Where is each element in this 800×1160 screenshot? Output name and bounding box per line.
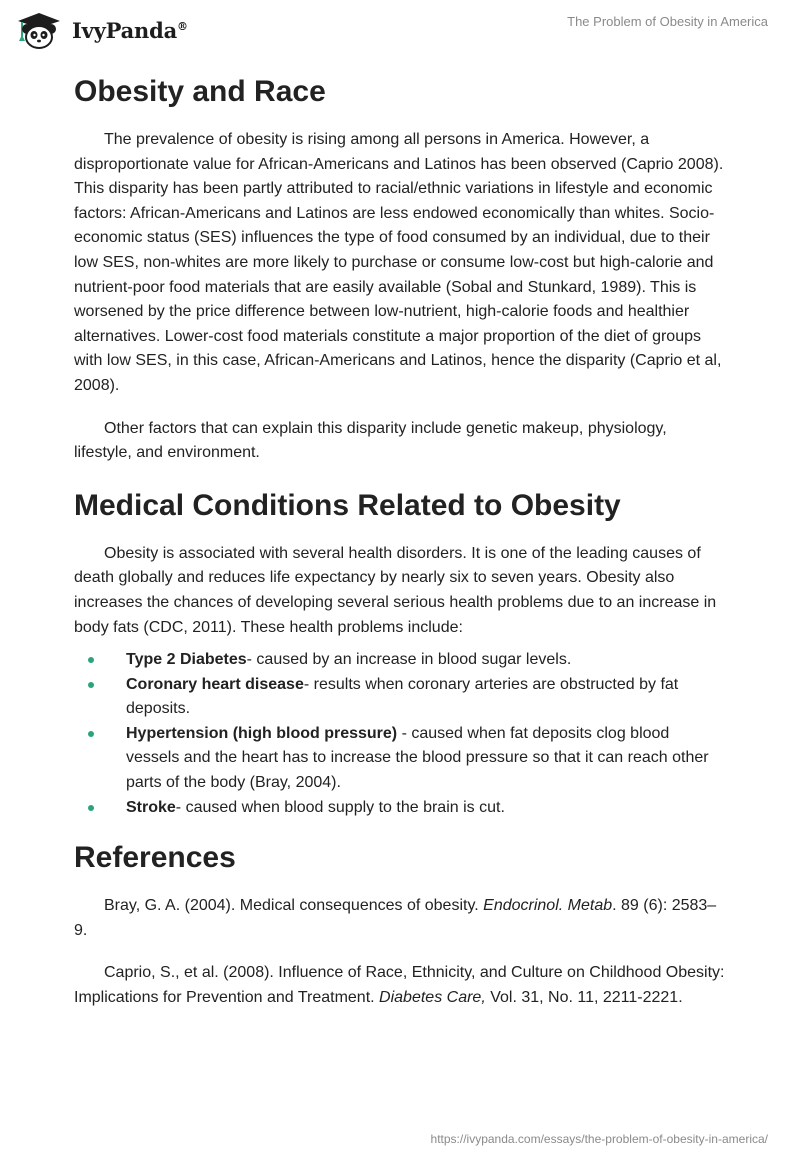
heading-obesity-and-race: Obesity and Race <box>74 75 326 108</box>
document-title: The Problem of Obesity in America <box>567 14 768 29</box>
health-problems-list <box>74 648 726 820</box>
bullet-icon <box>88 731 94 737</box>
list-item: Stroke- caused when blood supply to the brain is cut. <box>74 796 726 821</box>
paragraph-medical-1: Obesity is associated with several health disorders. It is one of the leading causes of death globally and reduces life expectancy by nearly six to seven years. Obesity also increases the chances of developing several serious health problems due to an increase in body fats (CDC, 2011). These health problems include: <box>74 544 717 636</box>
bullet-icon <box>88 682 94 688</box>
bullet-icon <box>88 805 94 811</box>
brand-name: IvyPanda® <box>72 17 188 43</box>
reference-caprio: Caprio, S., et al. (2008). Influence of Race, Ethnicity, and Culture on Childhood Obesity: Implications for Prevention and Treatment. Diabetes Care, Vol. 31, No. 11, 2211-2221. <box>74 964 725 1007</box>
list-item: Hypertension (high blood pressure) - caused when fat deposits clog blood vessels and the heart has to increase the blood pressure so that it can reach other parts of the body (Bray, 2004). <box>74 722 726 796</box>
reference-bray: Bray, G. A. (2004). Medical consequences of obesity. Endocrinol. Metab. 89 (6): 2583–9. <box>74 897 717 939</box>
paragraph-race-1: The prevalence of obesity is rising among all persons in America. However, a disproportionate value for African-Americans and Latinos has been observed (Caprio 2008). This disparity has been partly attributed to racial/ethnic variations in lifestyle and economic factors: African-Americans and Latinos are less endowed economically than whites. Socio-economic status (SES) influences the type of food consumed by an individual, due to their low SES, non-whites are more likely to purchase or consume low-cost but high-calorie and nutrient-poor food materials that are easily available (Sobal and Stunkard, 1989). This is worsened by the price difference between low-nutrient, high-calorie foods and healthier alternatives. Lower-cost food materials constitute a major proportion of the diet of groups with low SES, in this case, African-Americans and Latinos, hence the disparity (Caprio et al, 2008). <box>74 131 724 394</box>
panda-logo-icon <box>14 11 64 49</box>
source-url[interactable]: https://ivypanda.com/essays/the-problem-of-obesity-in-america/ <box>430 1132 768 1146</box>
brand-logo[interactable] <box>14 10 188 50</box>
list-item: Type 2 Diabetes- caused by an increase in blood sugar levels. <box>74 648 726 673</box>
heading-medical-conditions: Medical Conditions Related to Obesity <box>74 488 621 522</box>
article-body <box>74 70 726 1011</box>
paragraph-race-2: Other factors that can explain this disparity include genetic makeup, physiology, lifestyle, and environment. <box>74 419 667 462</box>
bullet-icon <box>88 657 94 663</box>
page-header <box>0 0 800 50</box>
list-item: Coronary heart disease- results when coronary arteries are obstructed by fat deposits. <box>74 673 726 722</box>
heading-references: References <box>74 841 236 875</box>
